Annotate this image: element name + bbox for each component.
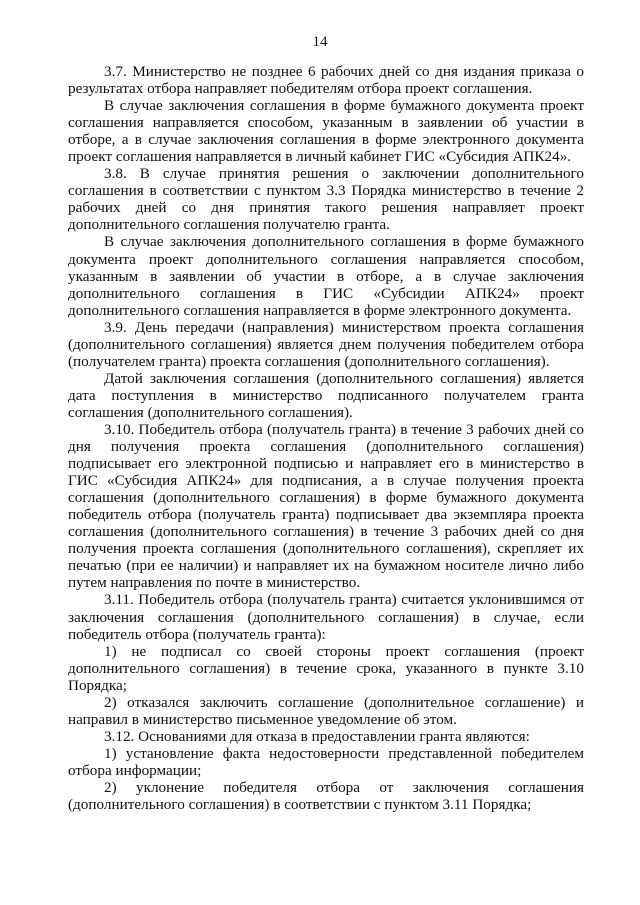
paragraph-3-11-item-2: 2) отказался заключить соглашение (дополнительное соглашение) и направил в министерство письменное уведомление об этом. <box>68 693 584 728</box>
paragraph-3-9: 3.9. День передачи (направления) министерством проекта соглашения (дополнительного соглашения) является днем получения победителем отбора (получателем гранта) проекта соглашения (дополнительного соглашения). <box>68 318 584 370</box>
paragraph-3-10: 3.10. Победитель отбора (получатель гранта) в течение 3 рабочих дней со дня получения проекта соглашения (дополнительного соглашения) подписывает его электронной подписью и направляет его в министерство в ГИС «Субсидия АПК24» для подписания, а в случае получения проекта соглашения (дополнительного соглашения) в форме бумажного документа победитель отбора (получатель гранта) подписывает два экземпляра проекта соглашения (дополнительного соглашения) в течение 3 рабочих дней со дня получения проекта соглашения (дополнительного соглашения), скрепляет их печатью (при ее наличии) и направляет их на бумажном носителе лично либо путем направления по почте в министерство. <box>68 420 584 592</box>
document-body <box>68 63 584 813</box>
paragraph-3-7: 3.7. Министерство не позднее 6 рабочих дней со дня издания приказа о результатах отбора направляет победителям отбора проект соглашения. <box>68 63 584 98</box>
paragraph-3-9-conclusion-date: Датой заключения соглашения (дополнительного соглашения) является дата поступления в министерство подписанного получателем гранта соглашения (дополнительного соглашения). <box>68 369 584 421</box>
paragraph-3-8-paper-form: В случае заключения дополнительного соглашения в форме бумажного документа проект дополнительного соглашения направляется способом, указанным в заявлении об участии в отборе, а в случае заключения дополнительного соглашения в ГИС «Субсидии АПК24» проект дополнительного соглашения направляется в форме электронного документа. <box>68 233 584 319</box>
paragraph-3-12-item-2: 2) уклонение победителя отбора от заключения соглашения (дополнительного соглашения) в соответствии с пунктом 3.11 Порядка; <box>68 778 584 814</box>
paragraph-3-12-item-1: 1) установление факта недостоверности представленной победителем отбора информации; <box>68 744 584 779</box>
paragraph-3-11: 3.11. Победитель отбора (получатель гранта) считается уклонившимся от заключения соглашения (дополнительного соглашения) в случае, если победитель отбора (получатель гранта): <box>68 591 584 643</box>
page-number: 14 <box>312 34 328 50</box>
paragraph-3-11-item-1: 1) не подписал со своей стороны проект соглашения (проект дополнительного соглашения) в течение срока, указанного в пункте 3.10 Порядка; <box>68 642 584 694</box>
paragraph-3-12: 3.12. Основаниями для отказа в предоставлении гранта являются: <box>104 727 530 745</box>
paragraph-3-7-paper-form: В случае заключения соглашения в форме бумажного документа проект соглашения направляется способом, указанным в заявлении об участии в отборе, а в случае заключения соглашения в форме электронного документа проект соглашения направляется в личный кабинет ГИС «Субсидия АПК24». <box>68 97 584 166</box>
paragraph-3-8: 3.8. В случае принятия решения о заключении дополнительного соглашения в соответствии с пунктом 3.3 Порядка министерство в течение 2 рабочих дней со дня принятия такого решения направляет проект дополнительного соглашения получателю гранта. <box>68 165 584 234</box>
